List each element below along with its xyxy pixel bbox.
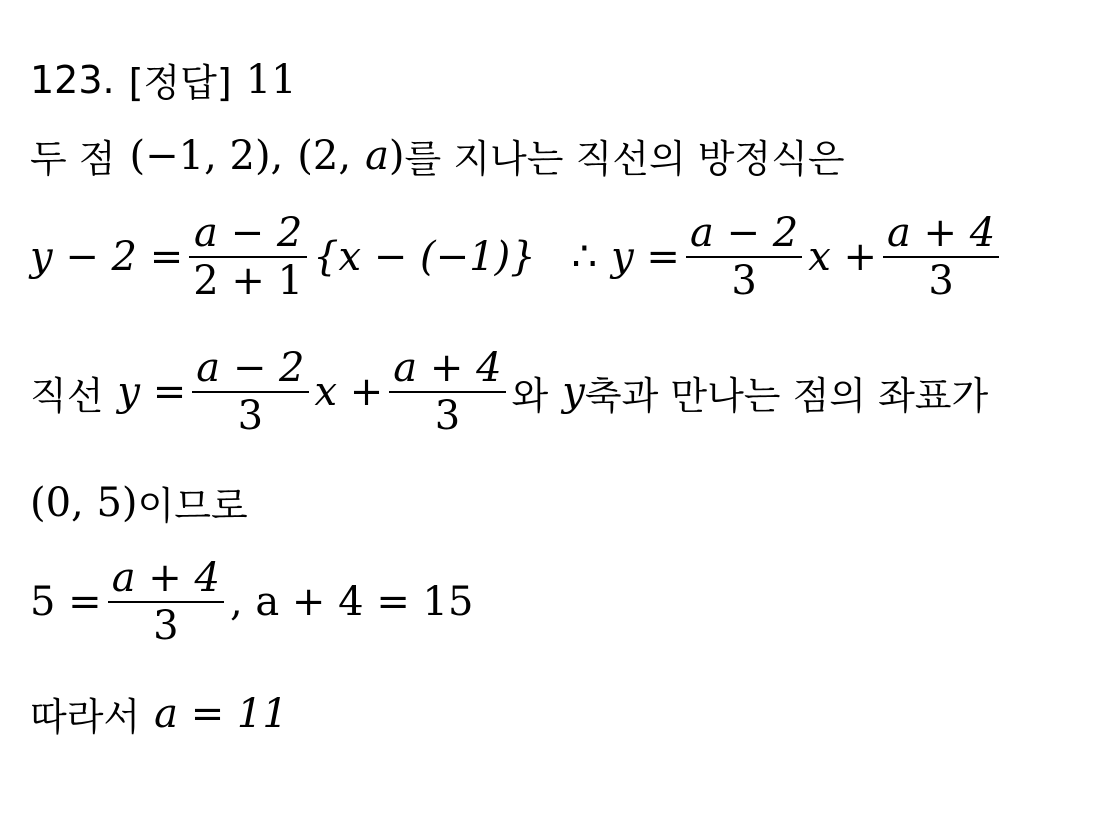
line3-coef-numerator: a − 2 [196, 345, 305, 391]
point-2-open: (2, [297, 132, 352, 179]
line3-prefix: 직선 [30, 373, 104, 418]
slope-fraction [189, 210, 307, 304]
intercept-fraction [883, 210, 999, 304]
answer-value: 11 [245, 56, 297, 103]
final-answer: a = 11 [154, 690, 288, 737]
line2-lhs: y − 2 = [30, 234, 184, 280]
line3-y-var: y [562, 369, 585, 415]
intercept-point: (0, 5) [30, 479, 138, 526]
point-2-var: a [365, 132, 389, 179]
coef-numerator: a − 2 [689, 210, 799, 256]
line5-fraction [108, 555, 224, 649]
solution-line-6 [30, 686, 288, 741]
slope-denominator: 2 + 1 [193, 258, 304, 304]
intercept-denominator: 3 [928, 258, 954, 304]
problem-number: 123. [30, 57, 115, 102]
line5-numerator: a + 4 [111, 555, 220, 601]
solution-line-5 [30, 555, 473, 649]
intercept-numerator: a + 4 [886, 210, 996, 256]
line3-coef-denominator: 3 [237, 393, 264, 439]
coef-denominator: 3 [731, 258, 757, 304]
slope-numerator: a − 2 [194, 210, 303, 256]
line3-intercept-fraction [389, 345, 505, 439]
coef-fraction [686, 210, 802, 304]
line3-mid: 와 [511, 373, 549, 418]
point-2-close: ) [388, 132, 405, 179]
line2-x-plus: x + [808, 234, 877, 280]
line3-y-eq: y = [117, 369, 187, 415]
solution-line-4 [30, 475, 248, 530]
line2-y-eq: y = [611, 234, 680, 280]
line3-intercept-denominator: 3 [434, 393, 461, 439]
line3-intercept-numerator: a + 4 [393, 345, 502, 391]
solution-line-1 [30, 128, 845, 183]
solution-line-3 [30, 345, 988, 439]
line5-denominator: 3 [153, 603, 179, 649]
therefore-symbol: ∴ [571, 234, 598, 280]
line1-suffix: 를 지나는 직선의 방정식은 [404, 137, 845, 181]
solution-line-2 [30, 210, 1005, 304]
answer-label: [정답] [128, 61, 232, 105]
line3-x-plus: x + [314, 369, 384, 415]
line6-prefix: 따라서 [30, 695, 141, 739]
point-1: (−1, 2), [129, 132, 284, 179]
line1-prefix: 두 점 [30, 137, 116, 181]
line5-lhs: 5 = [30, 579, 102, 625]
line3-coef-fraction [192, 345, 308, 439]
line4-suffix: 이므로 [137, 484, 248, 528]
answer-header [30, 52, 297, 107]
line3-suffix: 축과 만나는 점의 좌표가 [584, 373, 989, 418]
brace-expression: {x − (−1)} [313, 234, 536, 280]
line5-rest: , a + 4 = 15 [229, 579, 474, 625]
